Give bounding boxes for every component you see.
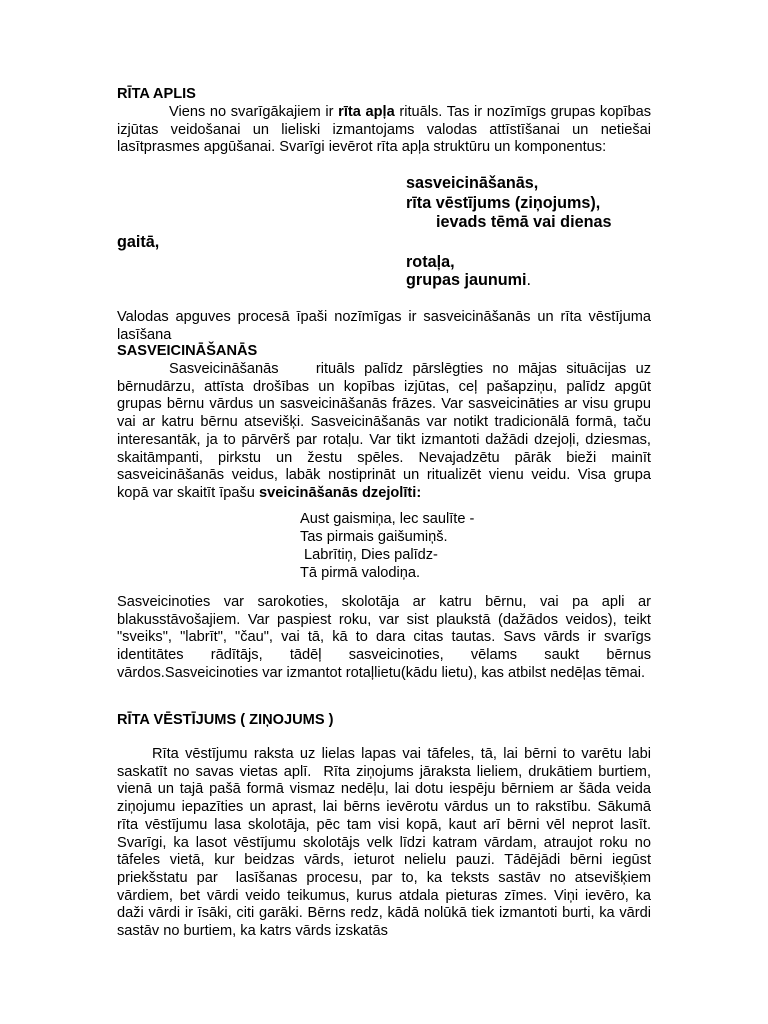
intro-text-start: Viens no svarīgākajiem ir: [169, 104, 339, 120]
component-last-label: grupas jaunumi: [406, 271, 527, 289]
after-poem-paragraph: Sasveicinoties var sarokoties, skolotāja ar katru bērnu, vai pa apli ar blakusstāvošajiem. Var paspiest roku, var sist plaukstā (dažādos veidos), teikt "sveiks", "labrīt", "čau", vai tā, kā to dara citas tautas. Savs vārds ir svarīgs identitātes rādītājs, tādēļ sasveicinoties, vēlams saukt bērnus vārdos.Sasveicinoties var izmantot rotaļlietu(kādu lietu), kas atbilst nedēļas tēmai.: [117, 594, 651, 681]
rita-vestijums-paragraph: [117, 746, 656, 941]
rita-vestijums-text: Rīta vēstījumu raksta uz lielas lapas vai tāfeles, tā, lai bērni to varētu labi saskatīt no savas vietas aplī. Rīta ziņojums jāraksta lieliem, drukātiem burtiem, vienā un tajā pašā formā vismaz nedēļu, lai dotu iespēju bērniem ar šāda veida ziņojumu iepazīties un aprast, lai bērns ievērotu vārdus un to rakstību. Sākumā rīta vēstījumu lasa skolotāja, pēc tam visi kopā, kaut arī bērni vēl neprot lasīt. Svarīgi, ka lasot vēstījumu skolotājs velk līdzi katram vārdam, atraujot roku no tāfeles vietā, kur beidzas vārds, ieturot nelielu pauzi. Tādējādi bērni iegūst priekšstatu par lasīšanas procesu, par to, ka teksts sastāv no atsevišķiem vārdiem, bet vārdi veido teikumus, kurus atdala pieturas zīmes. Viņi ievēro, ka daži vārdi ir īsāki, citi garāki. Bērns redz, kādā nolūkā tiek izmantoti burti, ka vārdi sastāv no burtiem, ka katrs vārds izskatās: [117, 746, 656, 940]
component-item: [406, 270, 531, 290]
poem-line: Tā pirmā valodiņa.: [300, 565, 421, 581]
sasveicinasanas-bold-text: sveicināšanās dzejolīti:: [258, 484, 422, 501]
component-item: rotaļa,: [406, 253, 455, 271]
component-period: .: [526, 271, 532, 289]
poem-block: [300, 511, 474, 583]
poem-line: Labrītiņ, Dies palīdz-: [300, 547, 438, 563]
sasveicinasanas-text: Sasveicināšanās rituāls palīdz pārslēgties no mājas situācijas uz bērnudārzu, attīsta drošības un kopības izjūtas, ceļ pašapziņu, palīdz apgūt grupas bērnu vārdus un sasveicināšanās frāzes. Var sasveicināties ar visu grupu vai ar katru bērnu atsevišķi. Sasveicināšanās var notikt tradicionālā formā, taču interesantāk, ja to pārvērš par rotaļu. Var tikt izmantoti dažādi dzejoļi, dziesmas, skaitāmpanti, pirkstu un žestu spēles. Nevajadzētu pārāk bieži mainīt sasveicināšanās veidus, labāk nostiprināt un ritualizēt vienu veidu. Visa grupa kopā var skaitīt īpašu: [117, 361, 656, 501]
poem-line: Tas pirmais gaišumiņš.: [300, 529, 448, 545]
component-item: ievads tēmā vai dienas: [436, 213, 612, 231]
component-item: sasveicināšanās,: [406, 174, 539, 192]
document-title: RĪTA APLIS: [117, 86, 196, 102]
section-heading-rita-vestijums: RĪTA VĒSTĪJUMS ( ZIŅOJUMS ): [117, 712, 334, 728]
component-item: rīta vēstījums (ziņojums),: [406, 194, 601, 212]
intro-text-end: rituāls. Tas ir nozīmīgs grupas kopības izjūtas veidošanai un lieliski izmantojams valodas attīstīšanai un netiešai lasītprasmes apgūšanai. Svarīgi ievērot rīta apļa struktūru un komponentus:: [117, 104, 652, 156]
sasveicinasanas-paragraph: [117, 361, 656, 503]
poem-line: Aust gaismiņa, lec saulīte -: [300, 511, 475, 527]
intro-paragraph: [117, 104, 651, 157]
section-heading-sasveicinasanas: SASVEICINĀŠANĀS: [117, 343, 258, 359]
intro-bold-term: rīta apļa: [338, 104, 395, 120]
valodas-paragraph: Valodas apguves procesā īpaši nozīmīgas ir sasveicināšanās un rīta vēstījuma lasīšana: [117, 309, 651, 343]
component-item-continuation: gaitā,: [117, 233, 160, 251]
